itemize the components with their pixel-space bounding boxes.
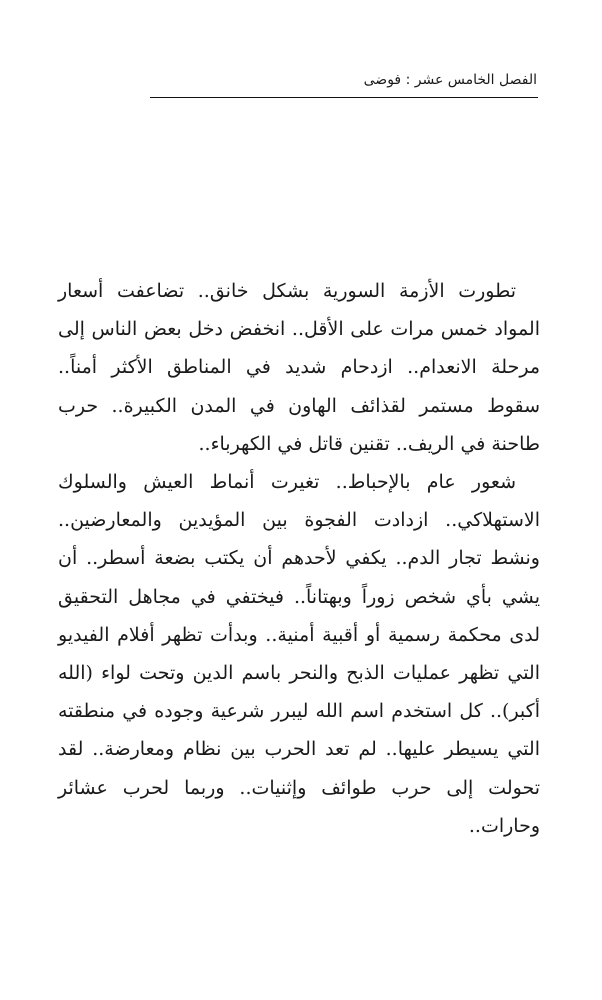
chapter-running-header: الفصل الخامس عشر : فوضى — [363, 72, 537, 88]
paragraph-1: تطورت الأزمة السورية بشكل خانق.. تضاعفت أسعار المواد خمس مرات على الأقل.. انخفض دخل بعض الناس إلى مرحلة الانعدام.. ازدحام شديد في المناطق الأكثر أمناً.. سقوط مستمر لقذائف الهاون في المدن الكبيرة.. حرب طاحنة في الريف.. تقنين قاتل في الكهرباء.. — [58, 280, 540, 455]
chapter-body-text — [58, 272, 540, 845]
header-divider — [150, 97, 538, 98]
paragraph-2: شعور عام بالإحباط.. تغيرت أنماط العيش والسلوك الاستهلاكي.. ازدادت الفجوة بين المؤيدين والمعارضين.. ونشط تجار الدم.. يكفي لأحدهم أن يكتب بضعة أسطر.. أن يشي بأي شخص زوراً وبهتاناً.. فيختفي في مجاهل التحقيق لدى محكمة رسمية أو أقبية أمنية.. وبدأت تظهر أفلام الفيديو التي تظهر عمليات الذبح والنحر باسم الدين وتحت لواء (الله أكبر).. كل استخدم اسم الله ليبرر شرعية وجوده في منطقته التي يسيطر عليها.. لم تعد الحرب بين نظام ومعارضة.. لقد تحولت إلى حرب طوائف وإثنيات.. وربما لحرب عشائر وحارات.. — [58, 471, 540, 837]
